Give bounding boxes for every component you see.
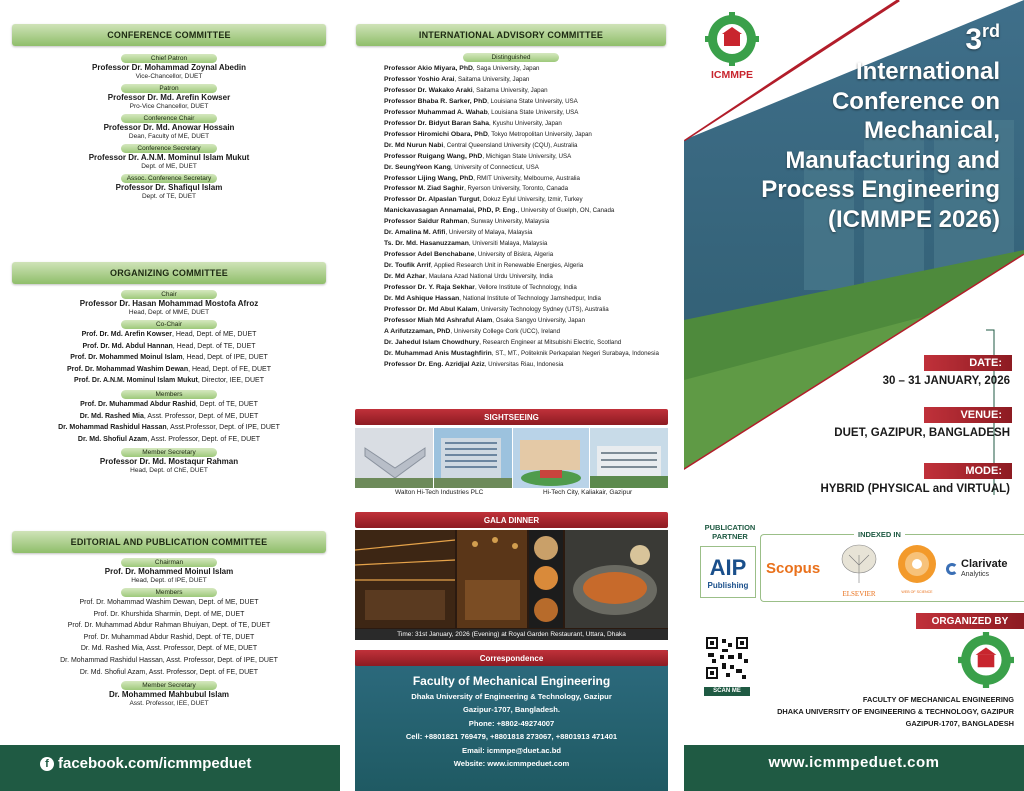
- advisor-affiliation: , Applied Research Unit in Renewable Energies, Algeria: [430, 262, 584, 270]
- wos-text: WEB OF SCIENCE: [901, 590, 933, 594]
- advisor-row: [356, 184, 666, 195]
- member-name: Prof. Dr. Mohammad Washim Dewan: [67, 365, 189, 373]
- clarivate-c-icon: [946, 563, 958, 575]
- gala-caption: Time: 31st January, 2026 (Evening) at Royal Garden Restaurant, Uttara, Dhaka: [355, 629, 668, 640]
- advisor-row: [356, 108, 666, 119]
- advisor-affiliation: , Maulana Azad National Urdu University, India: [425, 273, 553, 281]
- member-row: Prof. Dr. Khurshida Sharmin, Dept. of ME, DUET: [93, 610, 245, 618]
- organizing-committee-header: ORGANIZING COMMITTEE: [12, 262, 326, 284]
- advisor-row: [356, 283, 666, 294]
- advisor-name: Professor Yoshio Arai: [384, 75, 455, 83]
- advisor-name: Professor Dr. Y. Raja Sekhar: [384, 284, 475, 292]
- duet-logo-icon: [958, 632, 1014, 688]
- correspondence-line: Email: icmmpe@duet.ac.bd: [462, 745, 561, 755]
- advisor-affiliation: , RMIT University, Melbourne, Australia: [473, 174, 580, 182]
- organizer-line: GAZIPUR-1707, BANGLADESH: [905, 719, 1014, 728]
- title-line: Conference on: [831, 87, 1000, 115]
- correspondence-header: Correspondence: [355, 650, 668, 666]
- member-affiliation: , Head, Dept. of ME, DUET: [171, 331, 257, 338]
- advisor-affiliation: , National Institute of Technology Jamshedpur, India: [459, 295, 601, 303]
- member-name: Professor Dr. Md. Anowar Hossain: [103, 123, 235, 132]
- advisor-row: [356, 272, 666, 283]
- correspondence-org: Faculty of Mechanical Engineering: [412, 674, 611, 688]
- advisor-row: [356, 195, 666, 206]
- icmmpe-logo: [702, 12, 762, 84]
- advisor-name: A Arifutzzaman, PhD: [384, 327, 451, 335]
- advisor-row: [356, 163, 666, 174]
- member-row: Dr. Mohammad Rashidul Hassan, Asst. Professor, Dept. of IPE, DUET: [60, 656, 278, 664]
- role-pill: Conference Secretary: [121, 144, 217, 153]
- advisor-row: [356, 206, 666, 217]
- advisor-affiliation: , Tokyo Metropolitan University, Japan: [487, 130, 592, 138]
- gala-header: GALA DINNER: [355, 512, 668, 528]
- advisory-list: [356, 50, 666, 371]
- advisor-row: [356, 228, 666, 239]
- advisor-affiliation: , Saitama University, Japan: [454, 75, 530, 83]
- editorial-committee-header: EDITORIAL AND PUBLICATION COMMITTEE: [12, 531, 326, 553]
- right-panel: [684, 0, 1024, 791]
- advisor-affiliation: , ST., MT., Politeknik Perkapalan Negeri Surabaya, Indonesia: [491, 349, 659, 357]
- role-pill: Chief Patron: [121, 54, 217, 63]
- advisor-affiliation: , Osaka Sangyo University, Japan: [492, 316, 586, 324]
- advisor-name: Professor Lijing Wang, PhD: [384, 174, 474, 182]
- advisor-affiliation: , Michigan State University, USA: [482, 152, 572, 160]
- oc-chair-name: Professor Dr. Hasan Mohammad Mostofa Afroz: [79, 299, 259, 308]
- role-pill: Co-Chair: [121, 320, 217, 329]
- venue-label: VENUE:: [924, 407, 1012, 423]
- advisor-name: Dr. Md Ashique Hassan: [384, 295, 460, 303]
- conference-committee-list: [28, 51, 310, 204]
- advisor-affiliation: , Sunway University, Malaysia: [467, 218, 550, 226]
- organized-by-label: ORGANIZED BY: [916, 613, 1024, 629]
- date-value: 30 – 31 JANUARY, 2026: [882, 375, 1010, 387]
- advisor-row: [356, 141, 666, 152]
- correspondence-line: Phone: +8802-49274007: [468, 718, 555, 728]
- role-pill: Members: [121, 390, 217, 399]
- advisor-name: Dr. Muhammad Anis Mustaghfirin: [384, 349, 492, 357]
- advisor-affiliation: , Dokuz Eylul University, Izmir, Turkey: [479, 196, 583, 204]
- role-pill: Assoc. Conference Secretary: [121, 174, 217, 183]
- advisor-name: Professor Dr. Eng. Azridjal Aziz: [384, 360, 485, 368]
- advisor-affiliation: , University of Guelph, ON, Canada: [517, 207, 615, 215]
- member-name: Dr. Md. Shofiul Azam: [77, 435, 148, 443]
- member-row: [28, 364, 310, 376]
- date-label: DATE:: [924, 355, 1012, 371]
- oc-cochair-list: [28, 329, 310, 387]
- ec-chair-name: Prof. Dr. Mohammed Moinul Islam: [104, 567, 234, 576]
- advisor-row: [356, 174, 666, 185]
- member-name: Professor Dr. A.N.M. Mominul Islam Mukut: [88, 153, 250, 162]
- ec-secretary-sub: Asst. Professor, IEE, DUET: [129, 700, 209, 708]
- organizer-line: DHAKA UNIVERSITY OF ENGINEERING & TECHNOLOGY, GAZIPUR: [777, 707, 1014, 716]
- member-title: Vice-Chancellor, DUET: [135, 73, 203, 80]
- title-line: Manufacturing and: [785, 146, 1000, 174]
- advisor-name: Manickavasagan Annamalai, PhD, P. Eng.: [384, 207, 518, 215]
- indexed-in-label: INDEXED IN: [854, 530, 905, 539]
- correspondence-line: Website: www.icmmpeduet.com: [453, 759, 570, 769]
- aip-small: Publishing: [707, 581, 749, 590]
- qr-code[interactable]: [704, 635, 750, 694]
- advisor-row: [356, 86, 666, 97]
- cc-group: [28, 174, 310, 201]
- advisor-affiliation: , University of Biskra, Algeria: [474, 251, 554, 259]
- editorial-committee-list: [28, 555, 310, 708]
- website-link[interactable]: www.icmmpeduet.com: [768, 754, 940, 771]
- member-row: [28, 329, 310, 341]
- member-row: [28, 422, 310, 434]
- advisor-row: [356, 239, 666, 250]
- advisor-name: Professor Miah Md Ashraful Alam: [384, 316, 493, 324]
- advisor-row: [356, 97, 666, 108]
- correspondence-line: Dhaka University of Engineering & Technology, Gazipur: [411, 692, 612, 701]
- sightseeing-photos: [355, 428, 668, 500]
- member-name: Prof. Dr. A.N.M. Mominul Islam Mukut: [74, 377, 198, 385]
- member-row: [28, 399, 310, 411]
- advisor-row: [356, 130, 666, 141]
- advisor-name: Professor Bhaba R. Sarker, PhD: [384, 97, 488, 105]
- left-panel: [0, 0, 340, 791]
- title-line: Process Engineering: [761, 176, 1000, 203]
- advisor-affiliation: , Central Queensland University (CQU), Australia: [443, 141, 578, 149]
- member-row: Prof. Dr. Muhammad Abdur Rahman Bhuiyan, Dept. of TE, DUET: [67, 622, 271, 630]
- advisor-row: [356, 119, 666, 130]
- advisor-name: Professor Ruigang Wang, PhD: [384, 152, 483, 160]
- advisor-affiliation: , Saga University, Japan: [472, 65, 540, 72]
- correspondence-line: Cell: +8801821 769479, +8801818 273067, +8801913 471401: [405, 732, 618, 742]
- member-name: Prof. Dr. Md. Abdul Hannan: [82, 342, 173, 350]
- advisor-row: [356, 250, 666, 261]
- title-lines: [761, 57, 1000, 234]
- elsevier-tree-icon: [839, 543, 879, 585]
- advisor-row: [356, 64, 666, 75]
- advisor-affiliation: , Louisiana State University, USA: [487, 97, 578, 105]
- member-name: Prof. Dr. Md. Arefin Kowser: [81, 331, 172, 338]
- advisor-rows: [356, 64, 666, 371]
- member-name: Dr. Md. Rashed Mia: [79, 412, 144, 420]
- organizer-address: [777, 694, 1014, 730]
- member-title: Pro-Vice Chancellor, DUET: [129, 103, 209, 110]
- advisor-affiliation: , Ryerson University, Toronto, Canada: [464, 185, 569, 193]
- clarivate-logo: [946, 558, 1007, 579]
- conference-committee-header: CONFERENCE COMMITTEE: [12, 24, 326, 46]
- advisor-row: [356, 349, 666, 360]
- oc-secretary-name: Professor Dr. Md. Mostaqur Rahman: [99, 457, 239, 467]
- advisor-name: Professor Dr. Md Abul Kalam: [384, 305, 478, 313]
- advisor-row: [356, 152, 666, 163]
- member-row: Prof. Dr. Muhammad Abdur Rashid, Dept. of TE, DUET: [83, 633, 255, 641]
- advisor-name: Dr. SeungYeon Kang: [384, 163, 451, 171]
- role-pill: Member Secretary: [121, 448, 217, 457]
- member-affiliation: , Head, Dept. of FE, DUET: [188, 365, 271, 373]
- advisor-name: Professor Saidur Rahman: [384, 218, 468, 226]
- member-row: Dr. Md. Rashed Mia, Asst. Professor, Dept. of ME, DUET: [80, 645, 258, 653]
- cc-group: [28, 144, 310, 171]
- advisor-affiliation: , Universitas Riau, Indonesia: [484, 360, 564, 368]
- facebook-link[interactable]: [40, 755, 251, 772]
- advisor-name: Professor Dr. Alpaslan Turgut: [384, 196, 480, 204]
- title-ordinal-suffix: rd: [982, 21, 1000, 41]
- scopus-logo: Scopus: [766, 560, 821, 577]
- elsevier-text: ELSEVIER: [842, 590, 876, 598]
- advisor-row: [356, 327, 666, 338]
- correspondence-line: Gazipur-1707, Bangladesh.: [462, 705, 561, 715]
- advisor-name: Professor Akio Miyara, PhD: [384, 65, 473, 72]
- member-title: Dean, Faculty of ME, DUET: [128, 133, 210, 140]
- member-row: [28, 341, 310, 353]
- role-pill: Chairman: [121, 558, 217, 567]
- advisor-row: [356, 217, 666, 228]
- advisor-affiliation: , Universiti Malaya, Malaysia: [468, 240, 548, 248]
- clarivate-text: Clarivate: [961, 558, 1008, 570]
- advisor-name: Dr. Amalina M. Afifi: [384, 229, 446, 237]
- aip-logo: [700, 546, 756, 598]
- member-affiliation: , Head, Dept. of TE, DUET: [172, 342, 256, 350]
- advisor-row: [356, 360, 666, 371]
- cc-group: [28, 54, 310, 81]
- advisor-row: [356, 75, 666, 86]
- member-row: [28, 375, 310, 387]
- role-pill: Conference Chair: [121, 114, 217, 123]
- advisor-name: Professor Hiromichi Obara, PhD: [384, 130, 488, 138]
- pub-partner-label: PUBLICATION PARTNER: [704, 523, 756, 541]
- title-line: International: [855, 58, 1000, 85]
- conference-title: [761, 14, 1000, 234]
- correspondence-lines: [355, 690, 668, 770]
- cc-group: [28, 114, 310, 141]
- advisor-affiliation: , Research Engineer at Mitsubishi Electric, Scotland: [479, 338, 622, 346]
- member-name: Professor Dr. Shafiqul Islam: [115, 183, 223, 192]
- advisor-affiliation: , University Technology Sydney (UTS), Australia: [477, 305, 609, 313]
- member-name: Professor Dr. Md. Arefin Kowser: [107, 93, 231, 102]
- venue-value: DUET, GAZIPUR, BANGLADESH: [834, 427, 1010, 439]
- oc-chair-sub: Head, Dept. of MME, DUET: [128, 309, 210, 316]
- advisor-name: Professor Dr. Wakako Araki: [384, 86, 473, 94]
- advisor-affiliation: , Kyushu University, Japan: [489, 119, 562, 127]
- member-row: [28, 411, 310, 423]
- advisor-affiliation: , Vellore Institute of Technology, India: [474, 284, 577, 292]
- cc-group: [28, 84, 310, 111]
- ec-chair-sub: Head, Dept. of IPE, DUET: [131, 577, 207, 584]
- facebook-icon: f: [40, 757, 54, 771]
- ec-secretary-name: Dr. Mohammed Mahbubul Islam: [108, 690, 229, 700]
- advisory-header: INTERNATIONAL ADVISORY COMMITTEE: [356, 24, 666, 46]
- organizer-line: FACULTY OF MECHANICAL ENGINEERING: [862, 695, 1014, 704]
- advisor-row: [356, 294, 666, 305]
- role-pill: Chair: [121, 290, 217, 299]
- member-name: Professor Dr. Mohammad Zoynal Abedin: [92, 63, 246, 72]
- middle-panel: [340, 0, 684, 791]
- wos-logo: [892, 543, 942, 594]
- advisor-row: [356, 338, 666, 349]
- oc-secretary-sub: Head, Dept. of ChE, DUET: [130, 467, 208, 475]
- facebook-url: facebook.com/icmmpeduet: [58, 755, 252, 772]
- advisor-affiliation: , Saitama University, Japan: [472, 86, 548, 94]
- web-of-science-icon: [895, 543, 939, 585]
- advisor-name: Dr. Jahedul Islam Chowdhury: [384, 338, 480, 346]
- member-name: Prof. Dr. Mohammed Moinul Islam: [70, 354, 183, 362]
- mode-label: MODE:: [924, 463, 1012, 479]
- qr-code-icon: [704, 635, 750, 681]
- gear-logo-icon: [705, 12, 759, 66]
- member-row: [28, 434, 310, 446]
- member-affiliation: , Head, Dept. of IPE, DUET: [182, 354, 268, 362]
- title-line: (ICMMPE 2026): [827, 205, 1000, 233]
- advisor-affiliation: , University of Connecticut, USA: [450, 163, 539, 171]
- member-name: Prof. Dr. Muhammad Abdur Rashid: [80, 400, 196, 408]
- title-line: Mechanical,: [863, 117, 1000, 144]
- advisor-name: Dr. Md Nurun Nabi: [384, 141, 444, 149]
- sightseeing-caption-left: Walton Hi-Tech Industries PLC: [395, 489, 484, 496]
- member-affiliation: , Asst. Professor, Dept. of ME, DUET: [143, 412, 259, 420]
- sightseeing-illustration: [355, 428, 668, 488]
- advisor-name: Ts. Dr. Md. Hasanuzzaman: [384, 240, 469, 248]
- member-affiliation: , Director, IEE, DUET: [197, 377, 264, 385]
- member-row: Prof. Dr. Mohammad Washim Dewan, Dept. of ME, DUET: [79, 599, 259, 606]
- elsevier-logo: [834, 543, 884, 598]
- role-pill: Member Secretary: [121, 681, 217, 690]
- advisor-name: Professor Muhammad A. Wahab: [384, 108, 488, 116]
- organizing-committee-list: [28, 287, 310, 475]
- member-affiliation: , Asst.Professor, Dept. of IPE, DUET: [166, 424, 280, 432]
- advisor-name: Professor Adel Benchabane: [384, 251, 475, 259]
- sightseeing-caption-right: Hi-Tech City, Kaliakair, Gazipur: [543, 489, 633, 496]
- advisor-name: Dr. Md Azhar: [384, 273, 426, 281]
- advisor-affiliation: , Louisiana State University, USA: [487, 108, 579, 116]
- aip-big: AIP: [709, 555, 747, 580]
- member-title: Dept. of TE, DUET: [141, 193, 197, 200]
- mode-value: HYBRID (PHYSICAL and VIRTUAL): [820, 483, 1010, 495]
- advisor-row: [356, 305, 666, 316]
- member-affiliation: , Asst. Professor, Dept. of FE, DUET: [147, 435, 261, 443]
- advisor-name: Professor Dr. Bidyut Baran Saha: [384, 119, 490, 127]
- member-row: Dr. Md. Shofiul Azam, Asst. Professor, Dept. of FE, DUET: [79, 668, 259, 676]
- member-title: Dept. of ME, DUET: [141, 163, 197, 170]
- ec-member-list: [28, 597, 310, 678]
- advisor-row: [356, 261, 666, 272]
- advisor-affiliation: , University College Cork (UCC), Ireland: [450, 327, 561, 335]
- scan-me-label: SCAN ME: [704, 687, 750, 696]
- logo-text: ICMMPE: [711, 69, 753, 81]
- advisor-row: [356, 316, 666, 327]
- sightseeing-header: SIGHTSEEING: [355, 409, 668, 425]
- advisor-name: Dr. Toufik Arrif: [384, 262, 431, 270]
- title-ordinal: [761, 14, 1000, 57]
- oc-member-list: [28, 399, 310, 445]
- role-pill: Members: [121, 588, 217, 597]
- advisor-affiliation: , University of Malaya, Malaysia: [445, 229, 533, 237]
- gala-illustration: [355, 530, 668, 628]
- member-row: [28, 352, 310, 364]
- title-ordinal-number: 3: [965, 23, 982, 56]
- gala-photos: [355, 530, 668, 640]
- advisor-name: Professor M. Ziad Saghir: [384, 185, 465, 193]
- clarivate-sub: Analytics: [961, 571, 990, 578]
- distinguished-pill: Distinguished: [463, 53, 559, 62]
- role-pill: Patron: [121, 84, 217, 93]
- member-name: Dr. Mohammad Rashidul Hassan: [58, 424, 167, 432]
- member-affiliation: , Dept. of TE, DUET: [195, 400, 258, 408]
